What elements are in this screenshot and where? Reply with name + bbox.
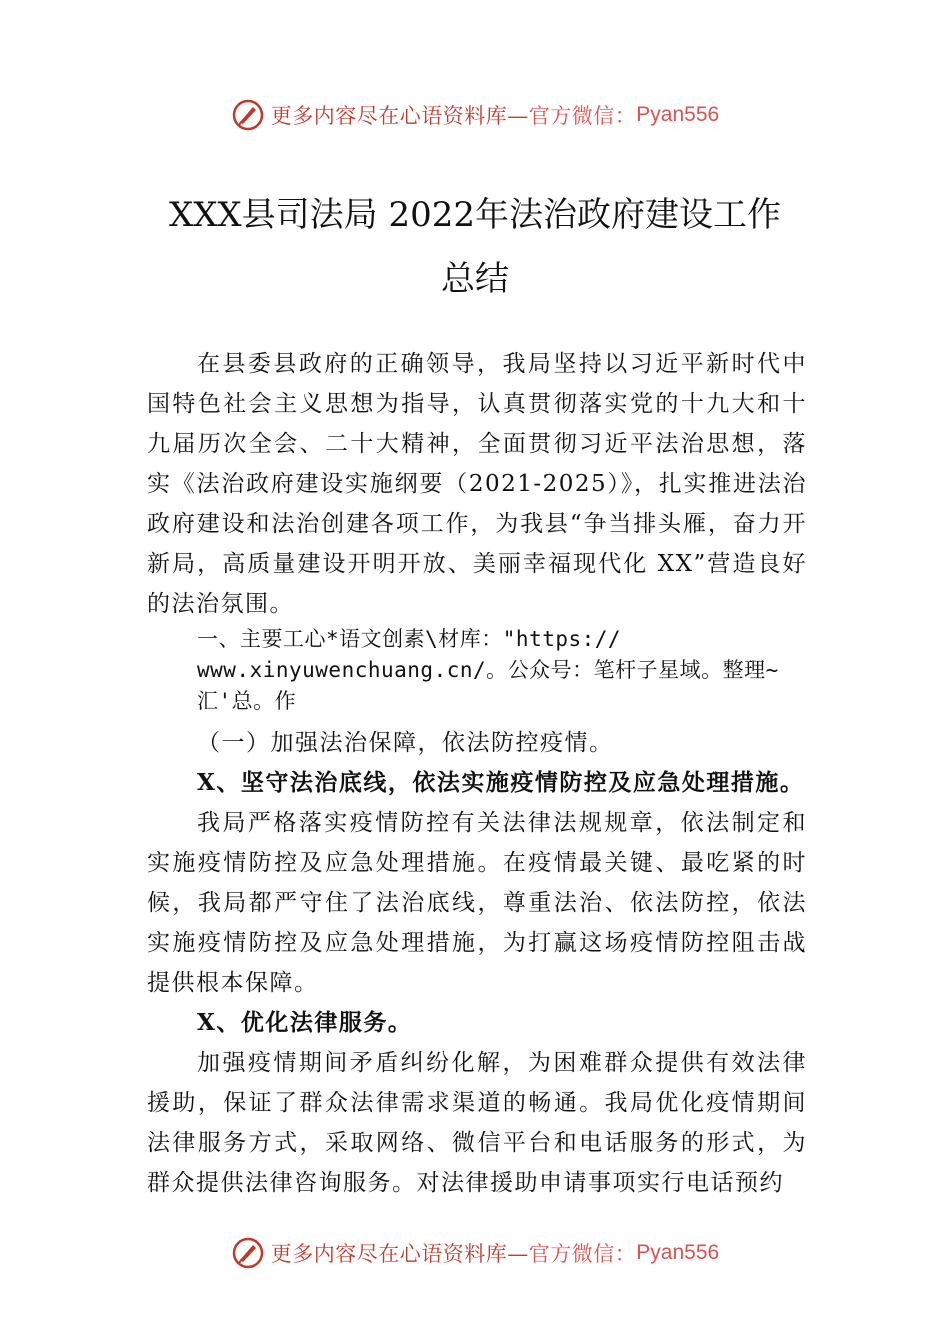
section-heading-1: （一）加强法治保障，依法防控疫情。 [197, 730, 614, 756]
header-banner [0, 95, 950, 135]
document-title [120, 183, 830, 311]
banner-wechat-label: 官方微信： [528, 1242, 637, 1266]
banner-wechat-id: Pyan556 [636, 1241, 720, 1264]
banner-wechat-label: 官方微信： [528, 104, 637, 128]
paragraph-2: 加强疫情期间矛盾纠纷化解，为困难群众提供有效法律援助，保证了群众法律需求渠道的畅通。我局优化疫情期间法律服务方式，采取网络、微信平台和电话服务的形式，为群众提供法律咨询服务。对法律援助申请事项实行电话预约 [147, 1050, 807, 1196]
subheading-2: X、优化法律服务。 [197, 1009, 413, 1036]
title-line-2: 总结 [441, 259, 509, 299]
banner-text: 更多内容尽在心语资料库— [270, 104, 529, 128]
watermark-line-3: 汇'总。作 [197, 689, 297, 713]
document-body [147, 344, 807, 1203]
intro-paragraph: 在县委县政府的正确领导，我局坚持以习近平新时代中国特色社会主义思想为指导，认真贯彻落实党的十九大和十九届历次全会、二十大精神，全面贯彻习近平法治思想，落实《法治政府建设实施纲要（2021-2025）》，扎实推进法治政府建设和法治创建各项工作，为我县“争当排头雁，奋力开新局，高质量建设开明开放、美丽幸福现代化 XX”营造良好的法治氛围。 [147, 351, 807, 617]
title-line-1: XXX县司法局 2022年法治政府建设工作 [169, 195, 781, 235]
banner-wechat-id: Pyan556 [636, 103, 720, 126]
footer-banner [0, 1233, 950, 1273]
watermark-line-1: 一、主要工心*语文创素\材库："https:// [197, 627, 622, 651]
watermark-line-2: www.xinyuwenchuang.cn/。公众号：笔杆子星域。整理~ [197, 658, 779, 682]
paragraph-1: 我局严格落实疫情防控有关法律法规规章，依法制定和实施疫情防控及应急处理措施。在疫情最关键、最吃紧的时候，我局都严守住了法治底线，尊重法治、依法防控，依法实施疫情防控及应急处理措施，为打赢这场疫情防控阻击战提供根本保障。 [147, 810, 807, 996]
subheading-1: X、坚守法治底线，依法实施疫情防控及应急处理措施。 [197, 769, 805, 796]
brush-logo-icon [231, 1236, 265, 1270]
banner-text: 更多内容尽在心语资料库— [270, 1242, 529, 1266]
brush-logo-icon [231, 98, 265, 132]
